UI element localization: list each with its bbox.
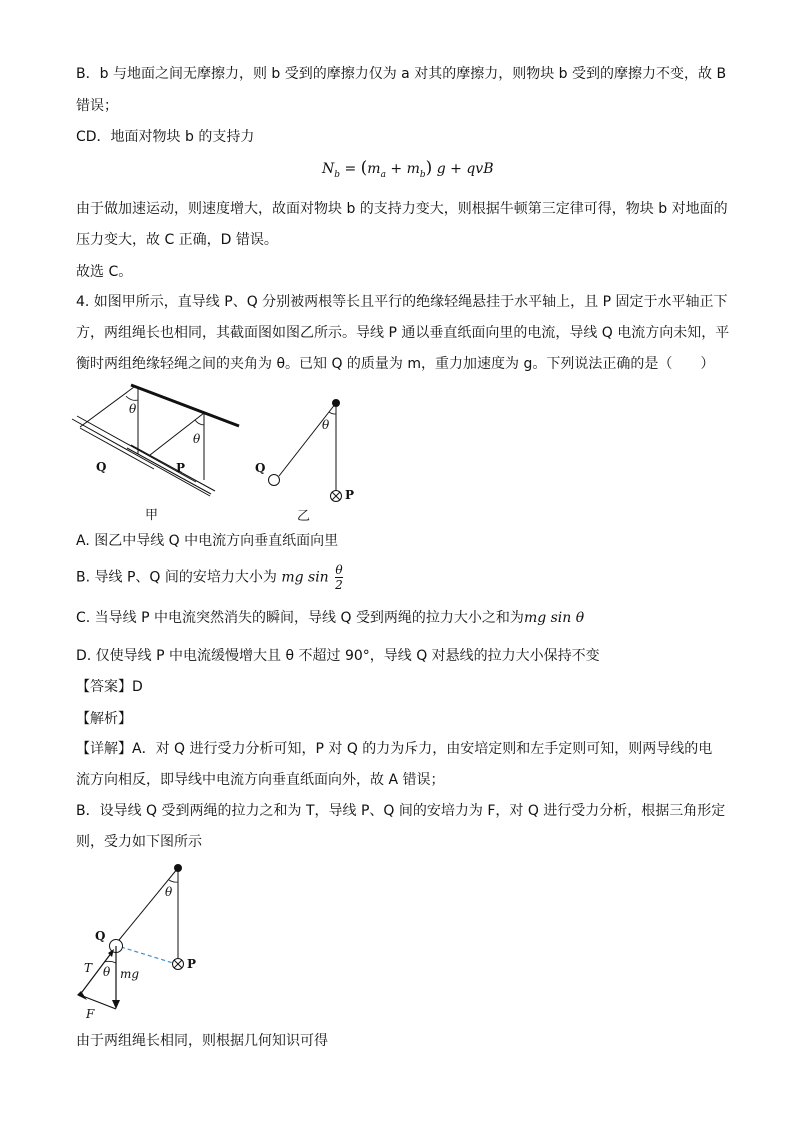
analysis-label: 【解析】 <box>76 711 132 727</box>
option-d: D. 仅使导线 P 中电流缓慢增大且 θ 不超过 90°，导线 Q 对悬线的拉力大小保持不变 <box>76 648 600 664</box>
fig1-theta-1: θ <box>129 402 137 416</box>
solution-line-b-cont: 错误； <box>76 98 118 114</box>
support-force-formula: $N_b = (m_a + m_b) g$ + qvB <box>322 158 494 180</box>
fig1-theta-2: θ <box>193 432 201 446</box>
fig1-caption: 甲 <box>145 508 159 523</box>
fig3-label-mg: mg <box>120 967 140 981</box>
solution-line-accel: 由于做加速运动，则速度增大，故面对物块 b 的支持力变大，则根据牛顿第三定律可得，物块 b 对地面的 <box>76 201 728 217</box>
fig3-label-p: P <box>187 957 197 971</box>
fig2-label-p: P <box>345 488 355 502</box>
question-4-line-2: 方，两组绳长也相同，其截面图如图乙所示。导线 P 通以垂直纸面向里的电流，导线 Q 电流方向未知，平 <box>76 325 730 341</box>
option-b-expr: mg sin <box>281 569 329 586</box>
solution-line-b: B．b 与地面之间无摩擦力，则 b 受到的摩擦力仅为 a 对其的摩擦力，则物块 b 受到的摩擦力不变，故 B <box>76 66 727 82</box>
option-c <box>76 608 584 628</box>
solution-line-cd: CD．地面对物块 b 的支持力 <box>76 129 255 145</box>
option-b-num: θ <box>335 563 343 577</box>
fig3-theta-bottom: θ <box>103 965 111 979</box>
option-c-expr: mg sin θ <box>523 610 585 626</box>
fig1-label-p: P <box>176 461 186 475</box>
figure-force-analysis <box>76 858 226 1023</box>
detail-line-5: 由于两组绳长相同，则根据几何知识可得 <box>76 1033 328 1049</box>
detail-line-3: B．设导线 Q 受到两绳的拉力之和为 T，导线 P、Q 间的安培力为 F，对 Q 进行受力分析，根据三角形定 <box>76 803 726 819</box>
fig3-label-f: F <box>86 1007 95 1021</box>
detail-line-1: 【详解】A．对 Q 进行受力分析可知，P 对 Q 的力为斥力，由安培定则和左手定则可知，则两导线的电 <box>76 741 713 757</box>
fig2-label-q: Q <box>255 461 266 475</box>
figure-yi <box>251 396 371 526</box>
detail-line-2: 流方向相反，即导线中电流方向垂直纸面向外，故 A 错误； <box>76 772 445 788</box>
fig2-theta: θ <box>322 418 330 432</box>
option-b-text: B. 导线 P、Q 间的安培力大小为 <box>76 569 277 586</box>
option-a: A. 图乙中导线 Q 中电流方向垂直纸面向里 <box>76 533 339 549</box>
option-b-fraction <box>335 563 343 592</box>
answer-label: 【答案】D <box>76 679 143 695</box>
fig3-label-q: Q <box>95 929 106 943</box>
detail-line-4: 则，受力如下图所示 <box>76 834 202 850</box>
option-b-den: 2 <box>335 578 343 592</box>
option-c-text: C. 当导线 P 中电流突然消失的瞬间，导线 Q 受到两绳的拉力大小之和为 <box>76 610 524 626</box>
solution-choice: 故选 C。 <box>76 264 133 280</box>
fig3-theta-top: θ <box>165 885 173 899</box>
question-4-line-1: 4. 如图甲所示，直导线 P、Q 分别被两根等长且平行的绝缘轻绳悬挂于水平轴上，且 P 固定于水平轴正下 <box>76 294 728 310</box>
fig3-label-t: T <box>84 961 93 975</box>
question-4-line-3: 衡时两组绝缘轻绳之间的夹角为 θ。已知 Q 的质量为 m，重力加速度为 g。下列说法正确的是（ ） <box>76 356 715 372</box>
fig2-caption: 乙 <box>297 509 311 524</box>
fig1-label-q: Q <box>96 460 107 474</box>
solution-line-accel-cont: 压力变大，故 C 正确，D 错误。 <box>76 232 278 248</box>
option-b <box>76 563 343 592</box>
figure-jia <box>76 382 236 522</box>
